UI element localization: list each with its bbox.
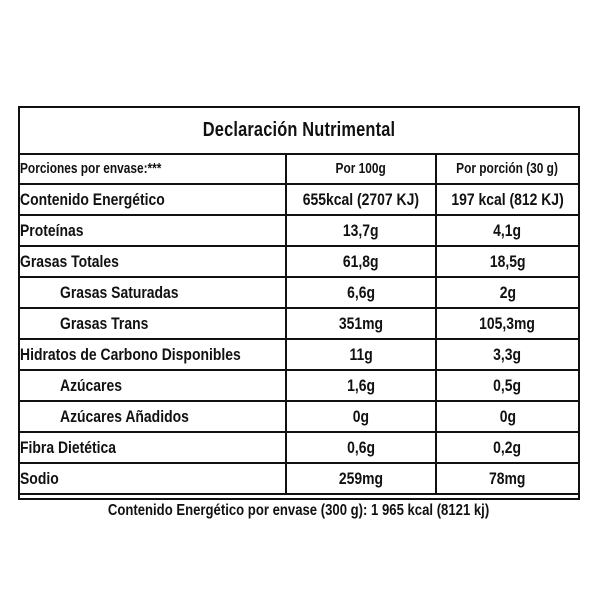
per-portion-value: 78mg: [436, 463, 578, 494]
header-row: [20, 154, 578, 184]
table-row: [20, 184, 578, 215]
table-row: [20, 370, 578, 401]
footer-row: [20, 494, 578, 526]
per-100g-header: Por 100g: [286, 154, 436, 184]
per-portion-value: 0,5g: [436, 370, 578, 401]
per-100g-value: 6,6g: [286, 277, 436, 308]
table-row: [20, 277, 578, 308]
table-row: [20, 463, 578, 494]
nutrient-label: Grasas Totales: [20, 246, 286, 277]
per-portion-value: 105,3mg: [436, 308, 578, 339]
nutrient-label: Contenido Energético: [20, 184, 286, 215]
nutrient-label: Azúcares: [20, 370, 286, 401]
per-portion-value: 4,1g: [436, 215, 578, 246]
per-portion-header: Por porción (30 g): [436, 154, 578, 184]
nutrient-label: Azúcares Añadidos: [20, 401, 286, 432]
table-title: Declaración Nutrimental: [202, 119, 396, 141]
per-portion-value: 2g: [436, 277, 578, 308]
nutrient-label: Fibra Dietética: [20, 432, 286, 463]
per-100g-value: 1,6g: [286, 370, 436, 401]
nutrition-facts-panel: [18, 106, 580, 519]
total-energy-footer: Contenido Energético por envase (300 g): 1 965 kcal (8121 kj): [20, 494, 578, 526]
nutrient-label: Grasas Saturadas: [20, 277, 286, 308]
table-row: [20, 308, 578, 339]
per-100g-value: 61,8g: [286, 246, 436, 277]
nutrient-label: Hidratos de Carbono Disponibles: [20, 339, 286, 370]
per-portion-value: 0g: [436, 401, 578, 432]
nutrient-label: Proteínas: [20, 215, 286, 246]
table-row: [20, 339, 578, 370]
table-row: [20, 432, 578, 463]
per-portion-value: 3,3g: [436, 339, 578, 370]
per-100g-value: 259mg: [286, 463, 436, 494]
per-portion-value: 18,5g: [436, 246, 578, 277]
per-portion-value: 0,2g: [436, 432, 578, 463]
table-row: [20, 215, 578, 246]
per-portion-value: 197 kcal (812 KJ): [436, 184, 578, 215]
nutrient-label: Grasas Trans: [20, 308, 286, 339]
per-100g-value: 11g: [286, 339, 436, 370]
per-100g-value: 351mg: [286, 308, 436, 339]
per-100g-value: 0,6g: [286, 432, 436, 463]
nutrient-label: Sodio: [20, 463, 286, 494]
per-100g-value: 13,7g: [286, 215, 436, 246]
table-row: [20, 246, 578, 277]
per-100g-value: 0g: [286, 401, 436, 432]
per-100g-value: 655kcal (2707 KJ): [286, 184, 436, 215]
nutrition-table: [20, 153, 578, 526]
serving-count-header: Porciones por envase:***: [20, 154, 286, 184]
table-row: [20, 401, 578, 432]
